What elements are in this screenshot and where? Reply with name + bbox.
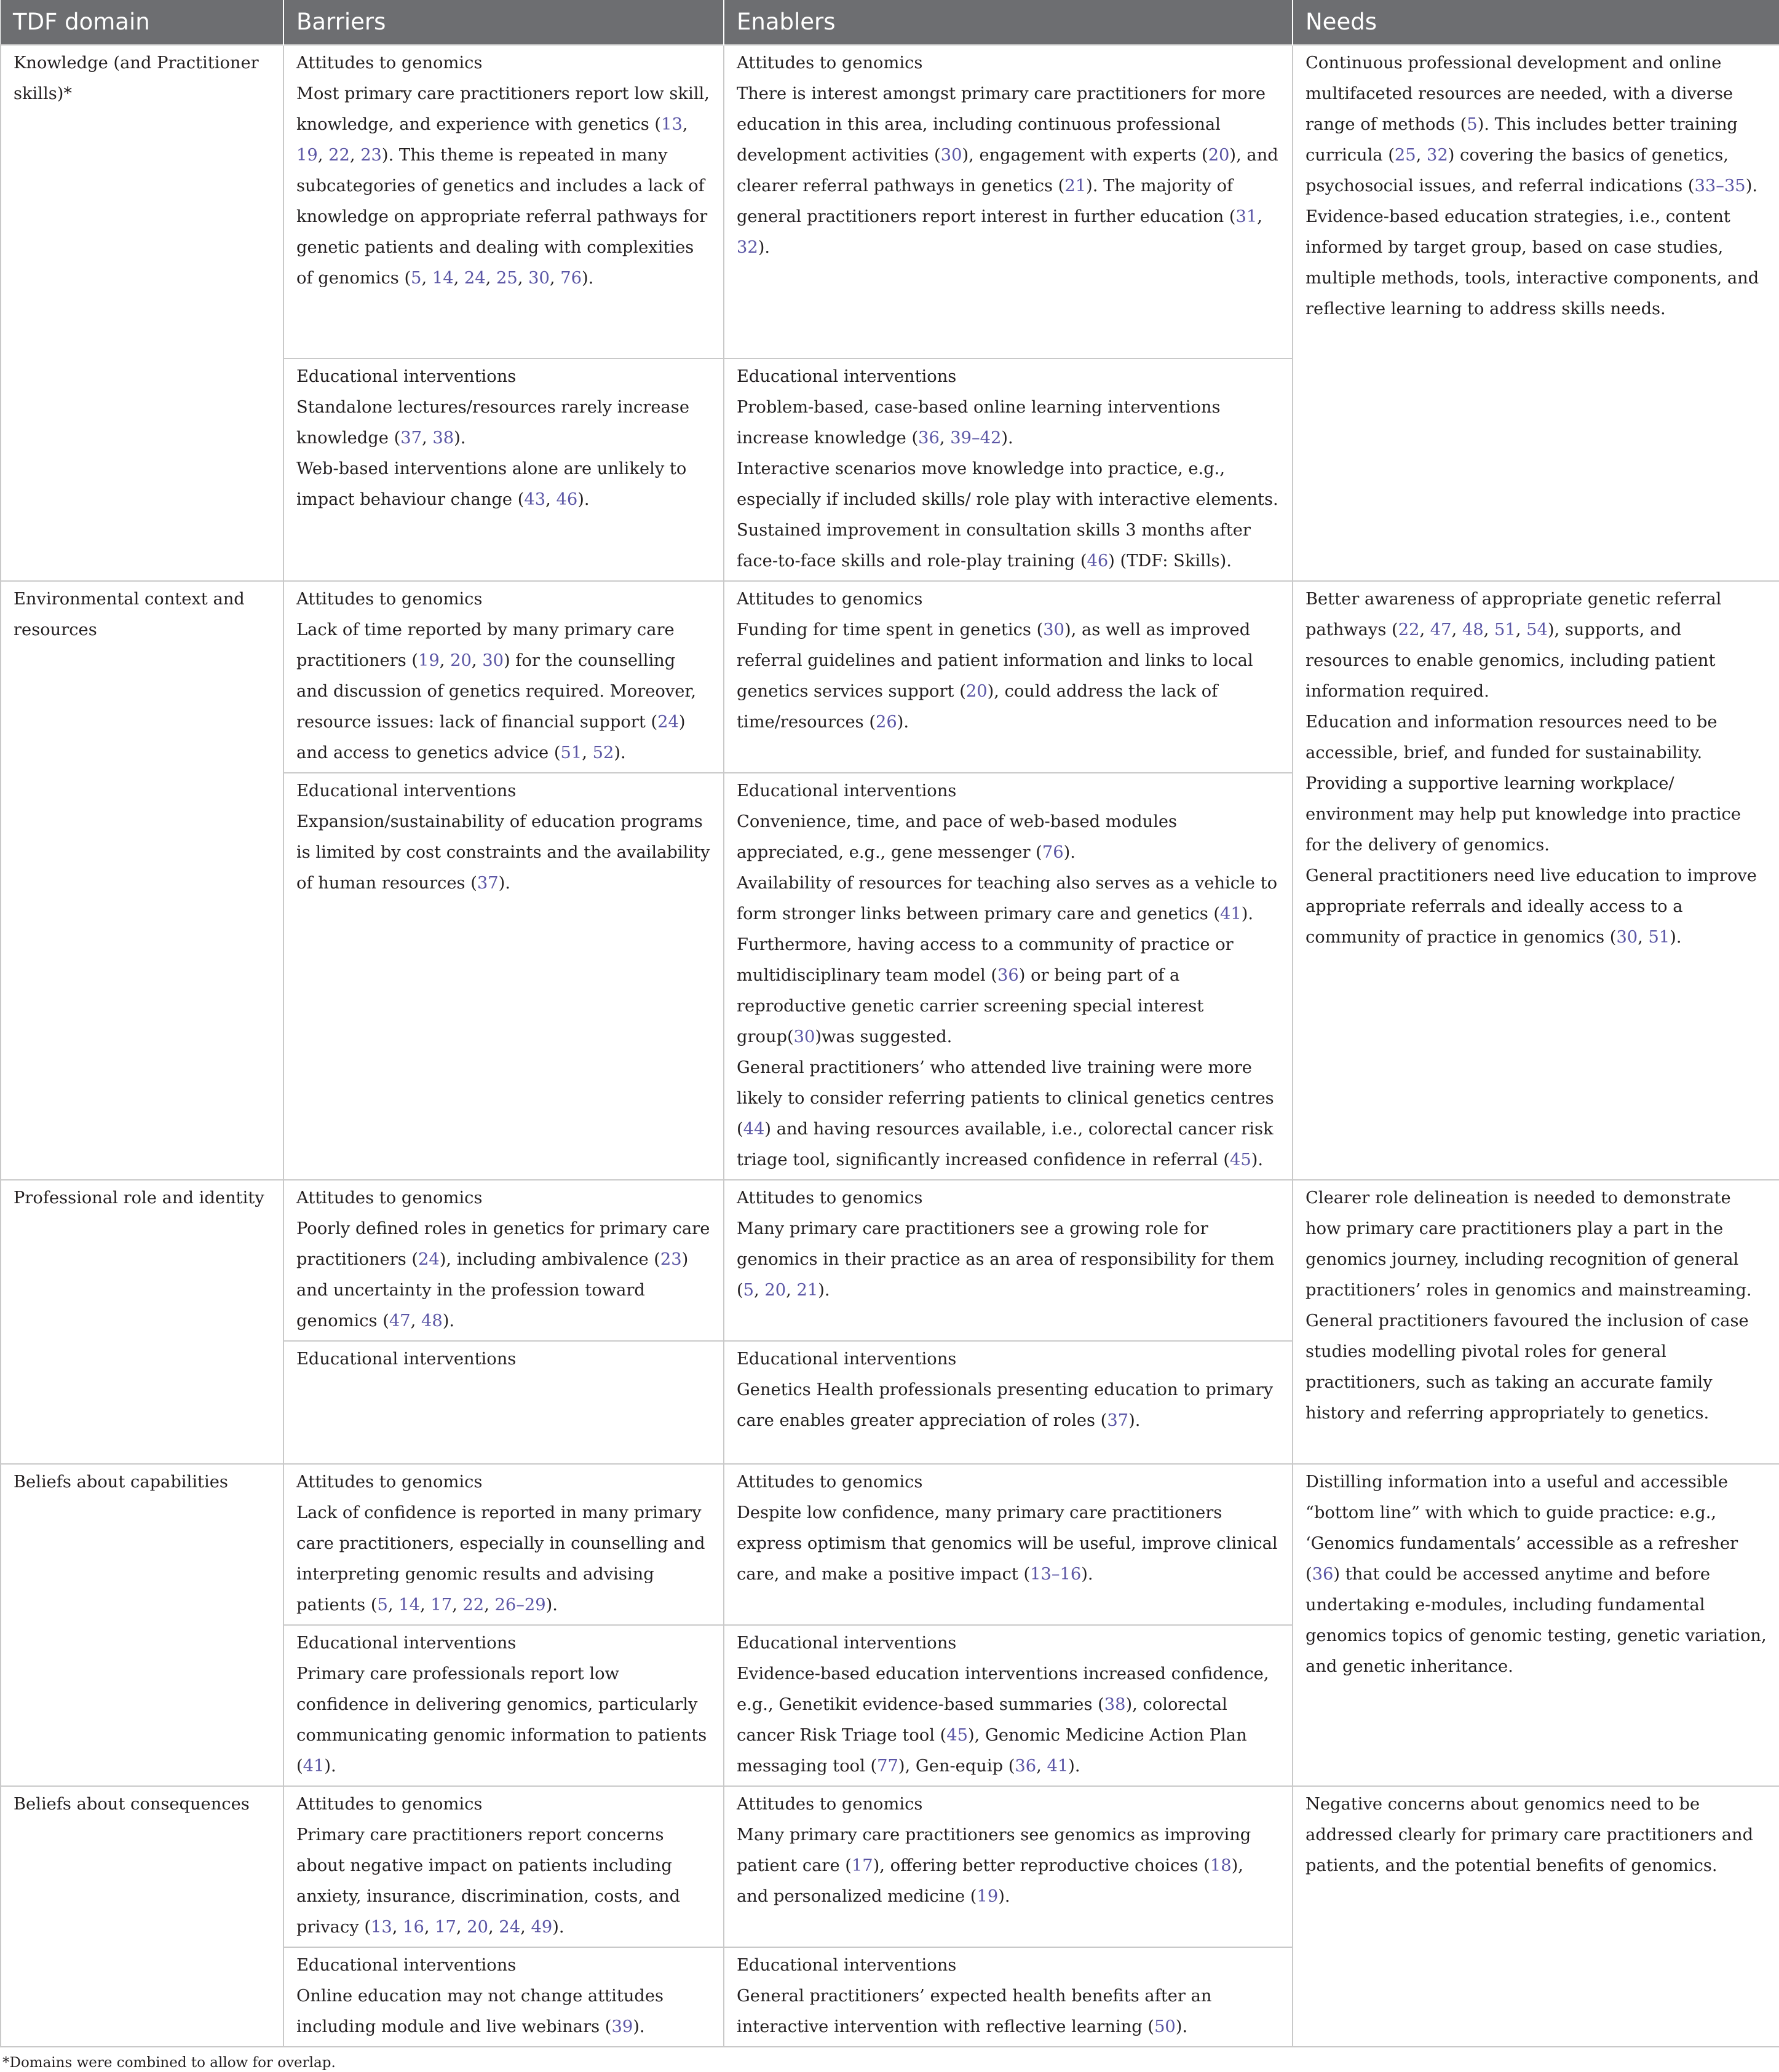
citation-link[interactable]: 54 [1526, 620, 1548, 639]
citation-link[interactable]: 13 [661, 115, 683, 134]
domain-cell: Professional role and identity [1, 1180, 283, 1464]
citation-link[interactable]: 36 [1015, 1757, 1037, 1776]
citation-link[interactable]: 13–16 [1030, 1565, 1082, 1584]
domain-cell: Beliefs about consequences [1, 1786, 283, 2047]
subheading: Educational interventions [737, 367, 957, 386]
enabler-edu-cell [724, 1341, 1293, 1464]
subheading: Educational interventions [737, 781, 957, 801]
citation-link[interactable]: 13 [370, 1918, 392, 1937]
citation-link[interactable]: 46 [556, 490, 578, 509]
citation-link[interactable]: 38 [432, 429, 454, 448]
enabler-edu-cell [724, 1625, 1293, 1786]
enabler-attitudes-cell [724, 1180, 1293, 1341]
header-barriers: Barriers [283, 0, 724, 45]
cell-text: Standalone lectures/resources rarely increase knowledge (37, 38). Web-based interventions alone are unlikely to impact behaviour change (43, 46). [296, 398, 689, 509]
needs-cell [1293, 1464, 1779, 1786]
citation-link[interactable]: 24 [657, 713, 679, 732]
subheading: Educational interventions [737, 1956, 957, 1975]
citation-link[interactable]: 76 [560, 269, 582, 288]
citation-link[interactable]: 25 [1394, 146, 1416, 165]
citation-link[interactable]: 45 [946, 1726, 969, 1745]
subheading: Attitudes to genomics [737, 1188, 923, 1208]
subheading: Educational interventions [296, 781, 517, 801]
citation-link[interactable]: 21 [796, 1281, 818, 1300]
citation-link[interactable]: 5 [377, 1596, 388, 1615]
cell-text: Distilling information into a useful and accessible “bottom line” with which to guide practice: e.g., ‘Genomics fundamentals’ accessible as a refresher (36) that could be accessed anytime and before undertaking e-modules, including fundamental genomics topics of genomic testing, genetic variation, and genetic inheritance. [1306, 1473, 1767, 1676]
citation-link[interactable]: 21 [1064, 176, 1087, 196]
subheading: Educational interventions [737, 1350, 957, 1369]
citation-link[interactable]: 20 [467, 1918, 488, 1937]
cell-text: Convenience, time, and pace of web-based modules appreciated, e.g., gene messenger (76). Availability of resources for teaching also serves as a vehicle to form stronger links between primary care and genetics (41). Furthermore, having access to a community of practice or multidisciplinary team model (36) or being part of a reproductive genetic carrier screening special interest group(30)was suggested. General practitioners’ who attended live training were more likely to consider referring patients to clinical genetics centres (44) and having resources available, i.e., colorectal cancer risk triage tool, significantly increased confidence in referral (45). [737, 812, 1278, 1169]
citation-link[interactable]: 26 [876, 713, 897, 732]
citation-link[interactable]: 46 [1087, 552, 1109, 571]
table-row [1, 1786, 1779, 1947]
citation-link[interactable]: 20 [764, 1281, 786, 1300]
subheading: Educational interventions [737, 1634, 957, 1653]
citation-link[interactable]: 36 [918, 429, 940, 448]
table-body [1, 45, 1779, 2047]
needs-cell [1293, 1180, 1779, 1464]
citation-link[interactable]: 30 [528, 269, 550, 288]
cell-text: Lack of time reported by many primary care practitioners (19, 20, 30) for the counselling and discussion of genetics required. Moreover, resource issues: lack of financial support (24) and access to genetics advice (51, 52). [296, 620, 697, 762]
citation-link[interactable]: 39–42 [950, 429, 1002, 448]
citation-link[interactable]: 77 [877, 1757, 898, 1776]
citation-link[interactable]: 17 [430, 1596, 453, 1615]
cell-text: Funding for time spent in genetics (30), as well as improved referral guidelines and patient information and links to local genetics services support (20), could address the lack of time/resources (26). [737, 620, 1253, 732]
cell-text: Primary care professionals report low confidence in delivering genomics, particularly communicating genomic information to patients (41). [296, 1664, 707, 1776]
citation-link[interactable]: 31 [1235, 207, 1258, 226]
citation-link[interactable]: 47 [1430, 620, 1452, 639]
citation-link[interactable]: 43 [524, 490, 546, 509]
citation-link[interactable]: 14 [398, 1596, 420, 1615]
table-row [1, 1464, 1779, 1625]
cell-text: Many primary care practitioners see genomics as improving patient care (17), offering better reproductive choices (18), and personalized medicine (19). [737, 1825, 1251, 1906]
cell-text: Negative concerns about genomics need to be addressed clearly for primary care practitioners and patients, and the potential benefits of genomics. [1306, 1795, 1754, 1875]
citation-link[interactable]: 76 [1042, 843, 1064, 862]
subheading: Attitudes to genomics [296, 1795, 483, 1814]
cell-text: Problem-based, case-based online learning interventions increase knowledge (36, 39–42). Interactive scenarios move knowledge into practice, e.g., especially if included skills/ role play with interactive elements. Sustained improvement in consultation skills 3 months after face-to-face skills and role-play training (46) (TDF: Skills). [737, 398, 1278, 571]
citation-link[interactable]: 22 [462, 1596, 485, 1615]
citation-link[interactable]: 24 [464, 269, 486, 288]
citation-link[interactable]: 14 [432, 269, 454, 288]
citation-link[interactable]: 41 [303, 1757, 325, 1776]
needs-cell [1293, 1786, 1779, 2047]
citation-link[interactable]: 18 [1210, 1856, 1232, 1875]
citation-link[interactable]: 5 [743, 1281, 755, 1300]
cell-text: Primary care practitioners report concerns about negative impact on patients including anxiety, insurance, discrimination, costs, and privacy (13, 16, 17, 20, 24, 49). [296, 1825, 681, 1937]
citation-link[interactable]: 20 [965, 682, 988, 701]
barrier-attitudes-cell [283, 1464, 724, 1625]
citation-link[interactable]: 16 [403, 1918, 424, 1937]
cell-text: Most primary care practitioners report low skill, knowledge, and experience with genetics (13, 19, 22, 23). This theme is repeated in many subcategories of genetics and includes a lack of knowledge on appropriate referral pathways for genetic patients and dealing with complexities of genomics (5, 14, 24, 25, 30, 76). [296, 84, 710, 288]
table-row [1, 45, 1779, 358]
citation-link[interactable]: 38 [1104, 1695, 1126, 1714]
cell-text: Despite low confidence, many primary care practitioners express optimism that genomics will be useful, improve clinical care, and make a positive impact (13–16). [737, 1503, 1278, 1584]
citation-link[interactable]: 48 [1462, 620, 1484, 639]
citation-link[interactable]: 25 [496, 269, 518, 288]
enabler-attitudes-cell [724, 1464, 1293, 1625]
header-needs: Needs [1293, 0, 1779, 45]
subheading: Attitudes to genomics [737, 1795, 923, 1814]
barrier-attitudes-cell [283, 581, 724, 773]
citation-link[interactable]: 47 [389, 1311, 411, 1331]
citation-link[interactable]: 23 [360, 146, 382, 165]
citation-link[interactable]: 41 [1047, 1757, 1069, 1776]
citation-link[interactable]: 44 [743, 1120, 765, 1139]
table-row [1, 581, 1779, 773]
cell-text: Better awareness of appropriate genetic referral pathways (22, 47, 48, 51, 54), supports, and resources to enable genomics, including patient information required. Education and information resources need to be accessible, brief, and funded for sustainability. Providing a supportive learning workplace/ environment may help put knowledge into practice for the delivery of genomics. General practitioners need live education to improve appropriate referrals and ideally access to a community of practice in genomics (30, 51). [1306, 590, 1757, 947]
citation-link[interactable]: 30 [482, 651, 504, 670]
needs-cell [1293, 45, 1779, 581]
citation-link[interactable]: 19 [418, 651, 440, 670]
citation-link[interactable]: 20 [450, 651, 472, 670]
citation-link[interactable]: 45 [1230, 1150, 1251, 1169]
barrier-edu-cell [283, 773, 724, 1180]
citation-link[interactable]: 26–29 [494, 1596, 546, 1615]
citation-link[interactable]: 33–35 [1694, 176, 1746, 196]
cell-text: Poorly defined roles in genetics for primary care practitioners (24), including ambivalence (23) and uncertainty in the profession toward genomics (47, 48). [296, 1219, 710, 1331]
enabler-edu-cell [724, 773, 1293, 1180]
subheading: Attitudes to genomics [737, 1473, 923, 1492]
citation-link[interactable]: 22 [1398, 620, 1420, 639]
table-row [1, 1180, 1779, 1341]
cell-text: Many primary care practitioners see a growing role for genomics in their practice as an area of responsibility for them (5, 20, 21). [737, 1219, 1275, 1300]
header-row [1, 0, 1779, 45]
citation-link[interactable]: 17 [851, 1856, 873, 1875]
cell-text: Clearer role delineation is needed to demonstrate how primary care practitioners play a part in the genomics journey, including recognition of general practitioners’ roles in genomics and mainstreaming. General practitioners favoured the inclusion of case studies modelling pivotal roles for general practitioners, such as taking an accurate family history and referring appropriately to genetics. [1306, 1188, 1752, 1423]
barrier-edu-cell [283, 1341, 724, 1464]
cell-text: There is interest amongst primary care practitioners for more education in this area, including continuous professional development activities (30), engagement with experts (20), and clearer referral pathways in genetics (21). The majority of general practitioners report interest in further education (31, 32). [737, 84, 1278, 257]
citation-link[interactable]: 39 [611, 2017, 633, 2036]
citation-link[interactable]: 24 [499, 1918, 521, 1937]
citation-link[interactable]: 50 [1154, 2017, 1176, 2036]
subheading: Attitudes to genomics [737, 590, 923, 609]
subheading: Attitudes to genomics [296, 53, 483, 73]
citation-link[interactable]: 52 [592, 743, 614, 762]
citation-link[interactable]: 23 [660, 1250, 682, 1269]
citation-link[interactable]: 24 [418, 1250, 440, 1269]
barrier-attitudes-cell [283, 1786, 724, 1947]
citation-link[interactable]: 36 [1312, 1565, 1334, 1584]
citation-link[interactable]: 32 [737, 238, 758, 257]
citation-link[interactable]: 30 [1616, 928, 1638, 947]
header-tdf-domain: TDF domain [1, 0, 283, 45]
barrier-attitudes-cell [283, 1180, 724, 1341]
table-footnote: *Domains were combined to allow for overlap. [2, 2055, 336, 2071]
domain-cell: Beliefs about capabilities [1, 1464, 283, 1786]
barrier-edu-cell [283, 1947, 724, 2047]
citation-link[interactable]: 30 [1043, 620, 1064, 639]
cell-text: Evidence-based education interventions increased confidence, e.g., Genetikit evidence-based summaries (38), colorectal cancer Risk Triage tool (45), Genomic Medicine Action Plan messaging tool (77), Gen-equip (36, 41). [737, 1664, 1269, 1776]
enabler-edu-cell [724, 1947, 1293, 2047]
cell-text: Lack of confidence is reported in many primary care practitioners, especially in counselling and interpreting genomic results and advising patients (5, 14, 17, 22, 26–29). [296, 1503, 705, 1615]
citation-link[interactable]: 37 [1107, 1411, 1129, 1430]
citation-link[interactable]: 5 [411, 269, 422, 288]
enabler-edu-cell [724, 358, 1293, 581]
enabler-attitudes-cell [724, 45, 1293, 358]
citation-link[interactable]: 51 [1494, 620, 1516, 639]
citation-link[interactable]: 41 [1220, 904, 1242, 923]
cell-text: Continuous professional development and online multifaceted resources are needed, with a diverse range of methods (5). This includes better training curricula (25, 32) covering the basics of genetics, psychosocial issues, and referral indications (33–35). Evidence-based education strategies, i.e., content informed by target group, based on case studies, multiple methods, tools, interactive components, and reflective learning to address skills needs. [1306, 53, 1759, 318]
subheading: Educational interventions [296, 1634, 517, 1653]
barrier-attitudes-cell [283, 45, 724, 358]
citation-link[interactable]: 32 [1427, 146, 1448, 165]
subheading: Attitudes to genomics [296, 1188, 483, 1208]
domain-cell: Environmental context and resources [1, 581, 283, 1180]
enabler-attitudes-cell [724, 581, 1293, 773]
citation-link[interactable]: 30 [793, 1027, 815, 1046]
subheading: Educational interventions [296, 1350, 517, 1369]
citation-link[interactable]: 37 [477, 874, 499, 893]
citation-link[interactable]: 22 [328, 146, 350, 165]
cell-text: Genetics Health professionals presenting education to primary care enables greater appreciation of roles (37). [737, 1380, 1274, 1430]
subheading: Educational interventions [296, 1956, 517, 1975]
table-header [1, 0, 1779, 45]
citation-link[interactable]: 51 [1648, 928, 1670, 947]
subheading: Attitudes to genomics [737, 53, 923, 73]
citation-link[interactable]: 5 [1467, 115, 1478, 134]
cell-text: Expansion/sustainability of education programs is limited by cost constraints and the availability of human resources (37). [296, 812, 710, 893]
citation-link[interactable]: 49 [531, 1918, 553, 1937]
citation-link[interactable]: 19 [296, 146, 318, 165]
cell-text: General practitioners’ expected health benefits after an interactive intervention with reflective learning (50). [737, 1987, 1212, 2036]
needs-cell [1293, 581, 1779, 1180]
header-enablers: Enablers [724, 0, 1293, 45]
citation-link[interactable]: 37 [400, 429, 422, 448]
citation-link[interactable]: 30 [940, 146, 962, 165]
citation-link[interactable]: 19 [977, 1887, 999, 1906]
citation-link[interactable]: 51 [560, 743, 582, 762]
cell-text: Online education may not change attitudes including module and live webinars (39). [296, 1987, 664, 2036]
citation-link[interactable]: 48 [421, 1311, 443, 1331]
barrier-edu-cell [283, 358, 724, 581]
subheading: Attitudes to genomics [296, 1473, 483, 1492]
citation-link[interactable]: 20 [1208, 146, 1230, 165]
citation-link[interactable]: 36 [997, 966, 1019, 985]
domain-cell: Knowledge (and Practitioner skills)* [1, 45, 283, 581]
enabler-attitudes-cell [724, 1786, 1293, 1947]
citation-link[interactable]: 17 [435, 1918, 456, 1937]
subheading: Educational interventions [296, 367, 517, 386]
subheading: Attitudes to genomics [296, 590, 483, 609]
barrier-edu-cell [283, 1625, 724, 1786]
